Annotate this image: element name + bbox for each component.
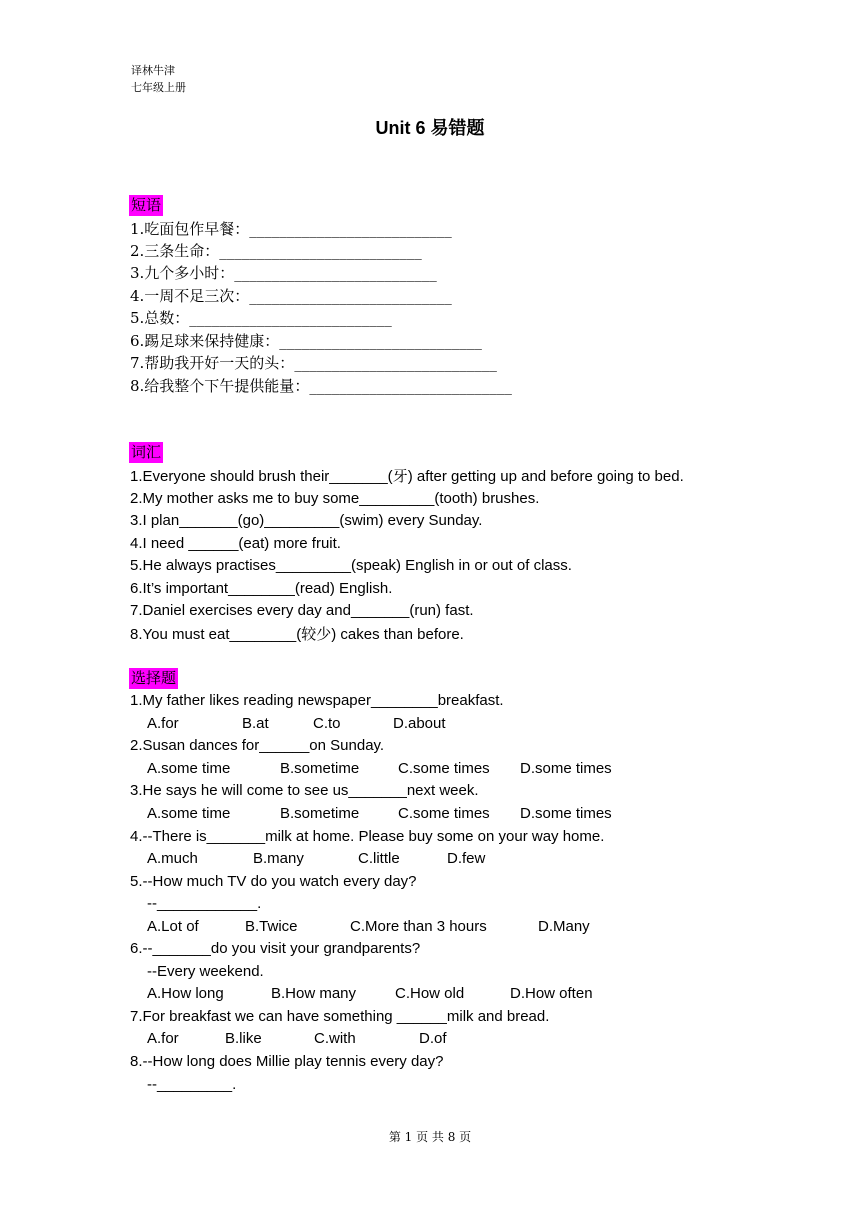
question-5: 5.--How much TV do you watch every day?	[130, 873, 417, 890]
header-grade: 七年级上册	[131, 81, 186, 94]
option-d: D.of	[419, 1030, 447, 1047]
phrase-item-1: 1.吃面包作早餐：___________________________	[130, 220, 452, 238]
phrase-item-7: 7.帮助我开好一天的头：___________________________	[130, 354, 497, 372]
question-5-answer-line: --____________.	[147, 895, 262, 912]
phrase-item-3: 3.九个多小时：___________________________	[130, 264, 437, 282]
option-a: A.for	[147, 715, 179, 732]
option-a: A.Lot of	[147, 918, 199, 935]
option-b: B.Twice	[245, 918, 298, 935]
phrase-item-6: 6.踢足球来保持健康：___________________________	[130, 332, 482, 350]
option-a: A.How long	[147, 985, 224, 1002]
option-d: D.some times	[520, 760, 612, 777]
option-d: D.Many	[538, 918, 590, 935]
question-7: 7.For breakfast we can have something ______milk and bread.	[130, 1008, 550, 1025]
option-b: B.many	[253, 850, 304, 867]
section-label-vocab: 词汇	[131, 443, 162, 461]
question-4: 4.--There is_______milk at home. Please buy some on your way home.	[130, 828, 605, 845]
option-b: B.sometime	[280, 760, 360, 777]
vocab-item-2: 2.My mother asks me to buy some_________(tooth) brushes.	[130, 490, 540, 507]
phrase-item-2: 2.三条生命：___________________________	[130, 242, 422, 260]
option-d: D.some times	[520, 805, 612, 822]
page-footer: 第 1 页 共 8 页	[388, 1130, 472, 1144]
vocab-item-7: 7.Daniel exercises every day and_______(run) fast.	[130, 602, 474, 619]
question-2: 2.Susan dances for______on Sunday.	[130, 737, 385, 754]
option-a: A.much	[147, 850, 198, 867]
section-label-choice: 选择题	[131, 669, 177, 687]
question-8: 8.--How long does Millie play tennis every day?	[130, 1053, 444, 1070]
vocab-item-8: 8.You must eat________(较少) cakes than before.	[130, 625, 464, 643]
question-6-answer-line: --Every weekend.	[147, 963, 264, 980]
phrase-item-4: 4.一周不足三次：___________________________	[130, 287, 452, 305]
option-c: C.little	[358, 850, 400, 867]
question-8-answer-line: --_________.	[147, 1076, 237, 1093]
option-a: A.for	[147, 1030, 179, 1047]
option-b: B.at	[242, 715, 269, 732]
vocab-item-5: 5.He always practises_________(speak) English in or out of class.	[130, 557, 572, 574]
option-c: C.to	[313, 715, 341, 732]
option-a: A.some time	[147, 760, 231, 777]
option-c: C.some times	[398, 760, 490, 777]
option-d: D.few	[447, 850, 486, 867]
vocab-item-6: 6.It’s important________(read) English.	[130, 580, 393, 597]
option-c: C.How old	[395, 985, 465, 1002]
option-b: B.sometime	[280, 805, 360, 822]
option-c: C.some times	[398, 805, 490, 822]
option-d: D.How often	[510, 985, 593, 1002]
header-publisher: 译林牛津	[131, 64, 175, 77]
option-d: D.about	[393, 715, 446, 732]
option-b: B.like	[225, 1030, 262, 1047]
vocab-item-1: 1.Everyone should brush their_______(牙) after getting up and before going to bed.	[130, 467, 684, 485]
phrase-item-8: 8.给我整个下午提供能量：___________________________	[130, 377, 512, 395]
option-a: A.some time	[147, 805, 231, 822]
question-6: 6.--_______do you visit your grandparents?	[130, 940, 421, 957]
option-c: C.with	[314, 1030, 356, 1047]
question-3: 3.He says he will come to see us_______next week.	[130, 782, 479, 799]
vocab-item-4: 4.I need ______(eat) more fruit.	[130, 535, 341, 552]
question-1: 1.My father likes reading newspaper________breakfast.	[130, 692, 504, 709]
option-b: B.How many	[271, 985, 357, 1002]
phrase-item-5: 5.总数：___________________________	[130, 309, 392, 327]
section-label-phrases: 短语	[131, 196, 162, 214]
vocab-item-3: 3.I plan_______(go)_________(swim) every Sunday.	[130, 512, 483, 529]
option-c: C.More than 3 hours	[350, 918, 487, 935]
page-title: Unit 6 易错题	[375, 118, 485, 138]
